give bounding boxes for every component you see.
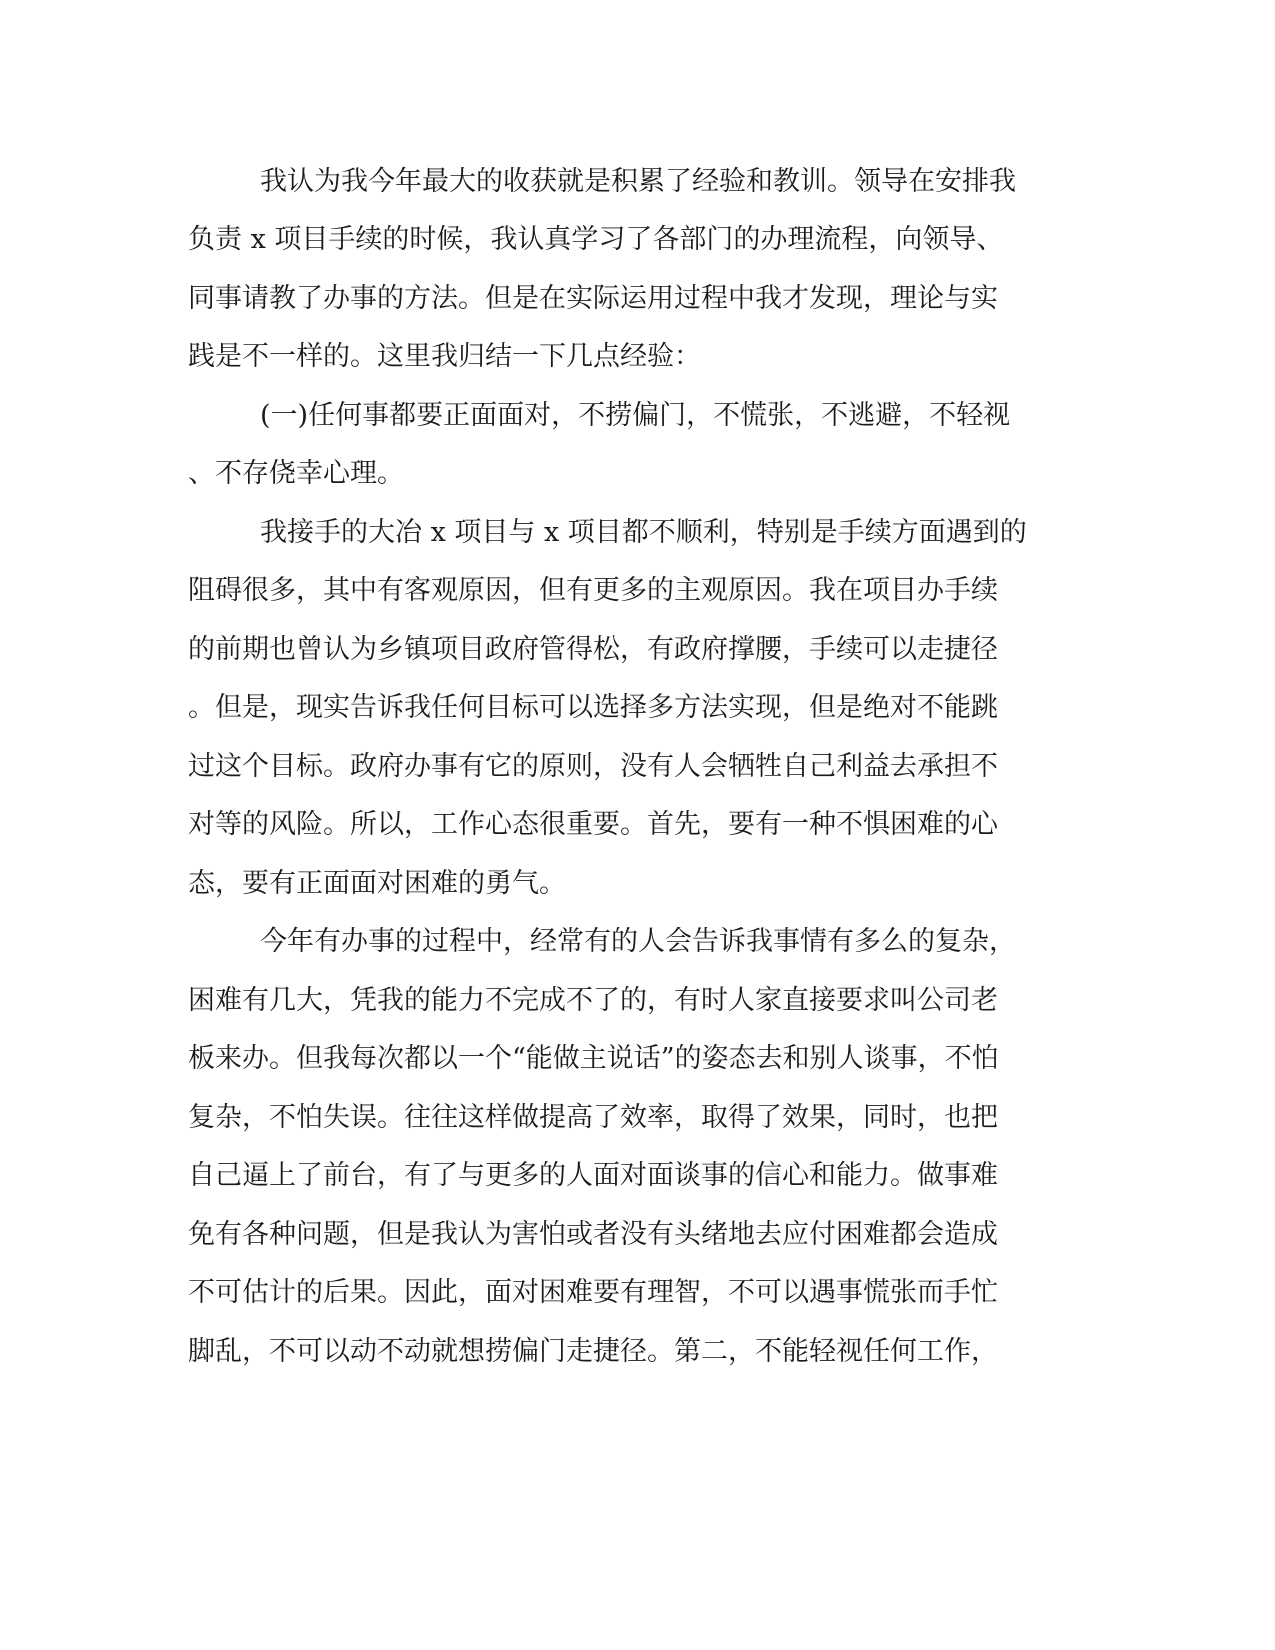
paragraph-line: 对等的风险。所以，工作心态很重要。首先，要有一种不惧困难的心 xyxy=(188,809,998,840)
paragraph-line: 过这个目标。政府办事有它的原则，没有人会牺牲自己利益去承担不 xyxy=(188,751,998,782)
paragraph-line: 自己逼上了前台，有了与更多的人面对面谈事的信心和能力。做事难 xyxy=(188,1160,998,1191)
paragraph-line: 免有各种问题，但是我认为害怕或者没有头绪地去应付困难都会造成 xyxy=(188,1219,998,1250)
section-heading-line: (一)任何事都要正面面对，不捞偏门，不慌张，不逃避，不轻视 xyxy=(260,400,1011,431)
paragraph-line: 脚乱，不可以动不动就想捞偏门走捷径。第二，不能轻视任何工作， xyxy=(188,1336,998,1367)
paragraph-line: 我认为我今年最大的收获就是积累了经验和教训。领导在安排我 xyxy=(260,166,1016,197)
paragraph-line: 践是不一样的。这里我归结一下几点经验： xyxy=(188,341,701,372)
paragraph-line: 态，要有正面面对困难的勇气。 xyxy=(188,868,566,899)
paragraph-line: 不可估计的后果。因此，面对困难要有理智，不可以遇事慌张而手忙 xyxy=(188,1277,998,1308)
paragraph-line: 困难有几大，凭我的能力不完成不了的，有时人家直接要求叫公司老 xyxy=(188,985,998,1016)
paragraph-line: 板来办。但我每次都以一个“能做主说话”的姿态去和别人谈事，不怕 xyxy=(188,1043,999,1074)
paragraph-line: 的前期也曾认为乡镇项目政府管得松，有政府撑腰，手续可以走捷径 xyxy=(188,634,998,665)
paragraph-line: 阻碍很多，其中有客观原因，但有更多的主观原因。我在项目办手续 xyxy=(188,575,998,606)
paragraph-line: 负责 x 项目手续的时候，我认真学习了各部门的办理流程，向领导、 xyxy=(188,224,1004,255)
paragraph-line: 同事请教了办事的方法。但是在实际运用过程中我才发现，理论与实 xyxy=(188,283,998,314)
paragraph-line: 复杂，不怕失误。往往这样做提高了效率，取得了效果，同时，也把 xyxy=(188,1102,998,1133)
paragraph-line: 。但是，现实告诉我任何目标可以选择多方法实现，但是绝对不能跳 xyxy=(188,692,998,723)
paragraph-line: 我接手的大冶 x 项目与 x 项目都不顺利，特别是手续方面遇到的 xyxy=(260,517,1027,548)
paragraph-line: 今年有办事的过程中，经常有的人会告诉我事情有多么的复杂， xyxy=(260,926,1016,957)
section-heading-line: 、不存侥幸心理。 xyxy=(188,458,404,489)
